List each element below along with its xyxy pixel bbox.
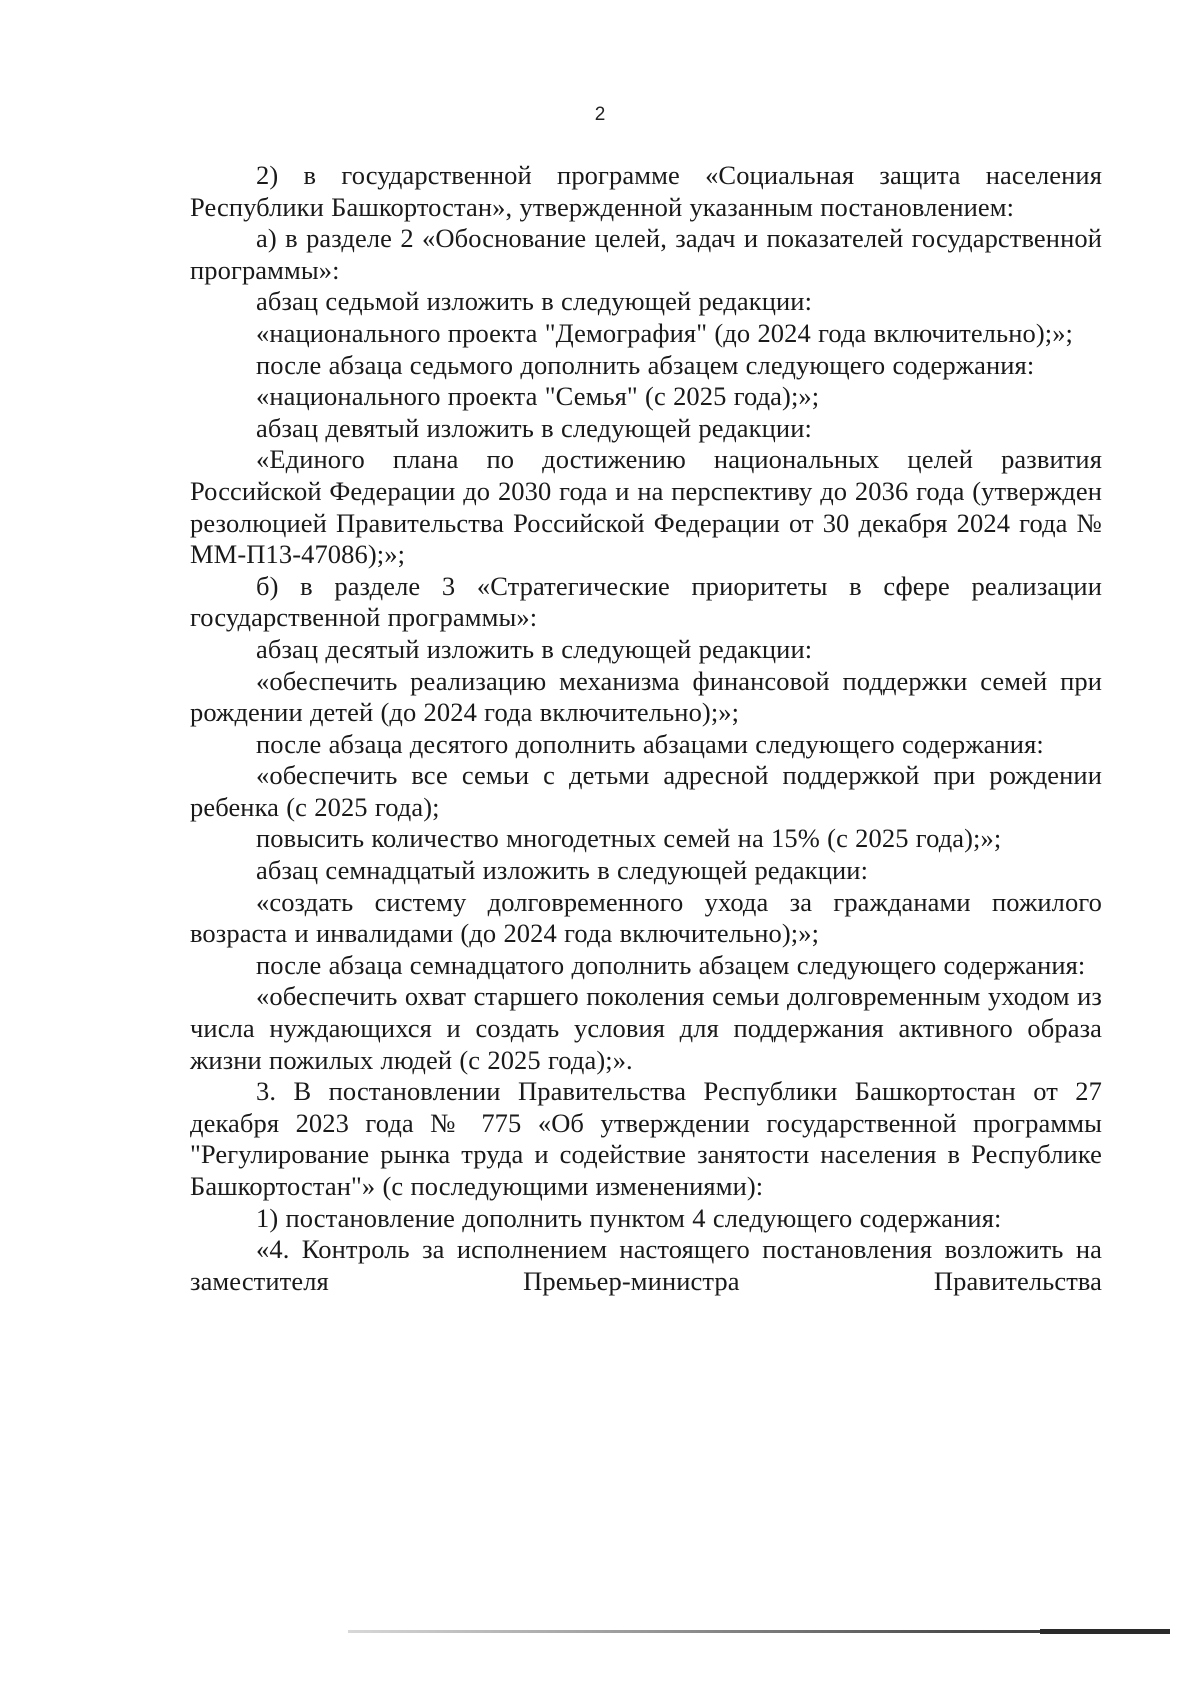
paragraph: «национального проекта "Демография" (до 2024 года включительно);»; [256,317,1074,348]
paragraph: повысить количество многодетных семей на 15% (с 2025 года);»; [256,823,1002,854]
paragraph: «Единого плана по достижению национальных целей развития Российской Федерации до 2030 года и на перспективу до 2036 года (утвержден резолюцией Правительства Российской Федерации от 30 декабря 2024 года № ММ-П13-47086);»; [190,444,1102,570]
paragraph: абзац девятый изложить в следующей редакции: [256,412,812,443]
paragraph: после абзаца десятого дополнить абзацами следующего содержания: [256,728,1044,759]
document-body [190,160,1102,1297]
paragraph: после абзаца семнадцатого дополнить абзацем следующего содержания: [256,949,1086,980]
paragraph: абзац семнадцатый изложить в следующей редакции: [256,855,869,886]
paragraph: «4. Контроль за исполнением настоящего постановления возложить на заместителя Премьер-министра Правительства [190,1234,1102,1296]
footer-rule-accent [1040,1629,1170,1634]
paragraph: «национального проекта "Семья" (с 2025 года);»; [256,381,820,412]
paragraph: 1) постановление дополнить пунктом 4 следующего содержания: [256,1202,1002,1233]
paragraph: «обеспечить охват старшего поколения семьи долговременным уходом из числа нуждающихся и создать условия для поддержания активного образа жизни пожилых людей (с 2025 года);». [190,981,1102,1075]
paragraph: «обеспечить все семьи с детьми адресной поддержкой при рождении ребенка (с 2025 года); [190,760,1102,822]
paragraph: б) в разделе 3 «Стратегические приоритеты в сфере реализации государственной программы»: [190,570,1102,633]
paragraph: 3. В постановлении Правительства Республики Башкортостан от 27 декабря 2023 года № 775 «Об утверждении государственной программы "Регулирование рынка труда и содействие занятости населения в Республике Башкортостан"» (с последующими изменениями): [190,1076,1102,1201]
paragraph: абзац седьмой изложить в следующей редакции: [256,286,813,317]
paragraph: «обеспечить реализацию механизма финансовой поддержки семей при рождении детей (до 2024 года включительно);»; [190,665,1102,728]
paragraph: абзац десятый изложить в следующей редакции: [256,633,813,664]
page-number: 2 [594,104,606,125]
paragraph: после абзаца седьмого дополнить абзацем следующего содержания: [256,349,1035,380]
paragraph: 2) в государственной программе «Социальная защита населения Республики Башкортостан», утвержденной указанным постановлением: [190,160,1102,222]
paragraph: «создать систему долговременного ухода за гражданами пожилого возраста и инвалидами (до 2024 года включительно);»; [190,886,1102,949]
paragraph: а) в разделе 2 «Обоснование целей, задач и показателей государственной программы»: [190,223,1102,285]
